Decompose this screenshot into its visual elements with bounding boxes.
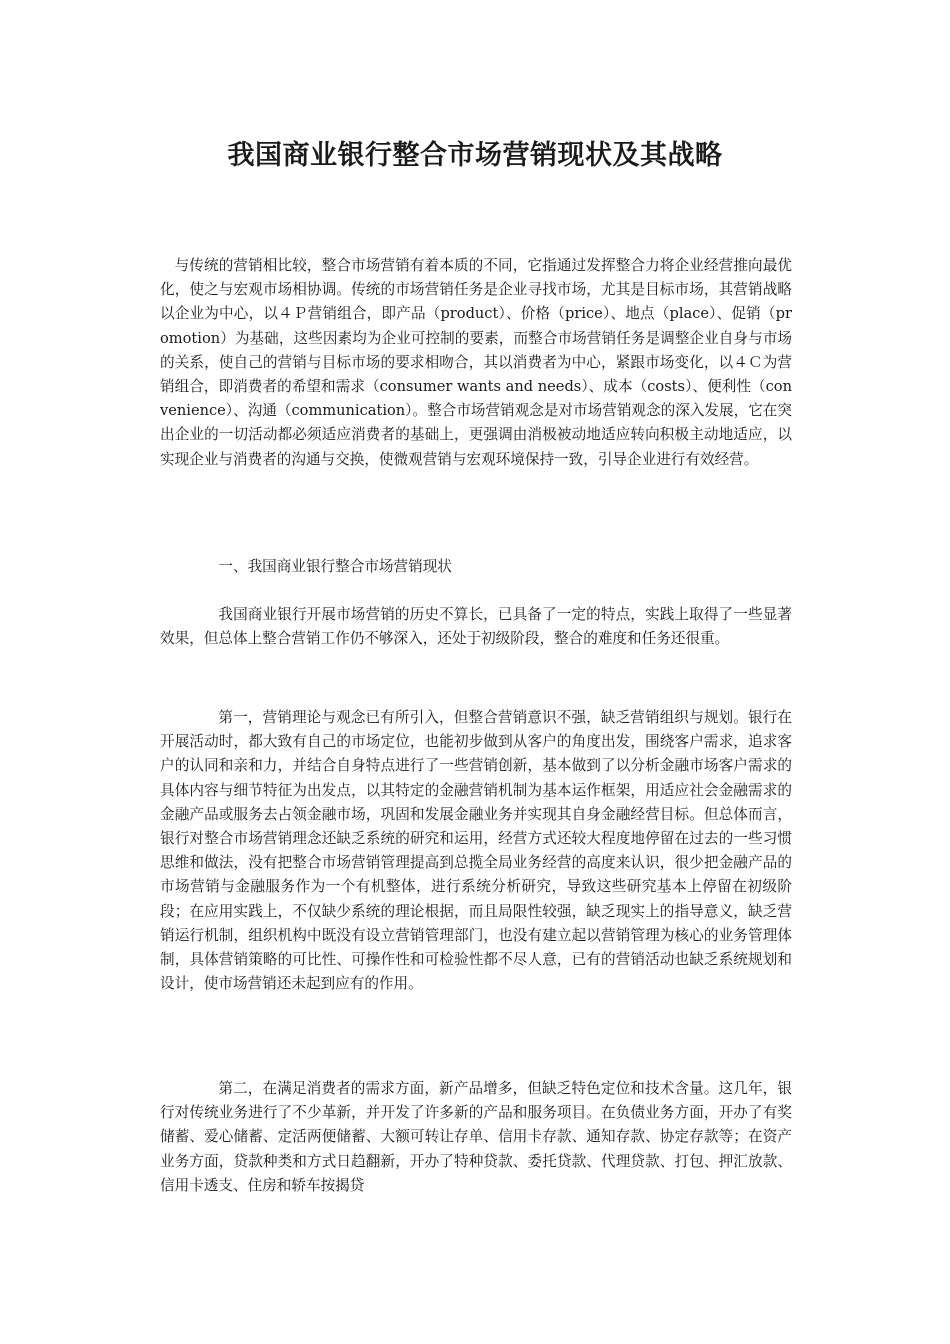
- section-heading: 一、我国商业银行整合市场营销现状: [218, 558, 452, 575]
- body-paragraph: 我国商业银行开展市场营销的历史不算长，已具备了一定的特点，实践上取得了一些显著效果，但总体上整合营销工作仍不够深入，还处于初级阶段，整合的难度和任务还很重。: [160, 606, 792, 648]
- document-title: 我国商业银行整合市场营销现状及其战略: [227, 140, 723, 171]
- intro-paragraph: 与传统的营销相比较，整合市场营销有着本质的不同，它指通过发挥整合力将企业经营推向最优化，使之与宏观市场相协调。传统的市场营销任务是企业寻找市场，尤其是目标市场，其营销战略以企业为中心，以４Ｐ营销组合，即产品（product）、价格（price）、地点（place）、促销（promotion）为基础，这些因素均为企业可控制的要素，而整合市场营销任务是调整企业自身与市场的关系，使自己的营销与目标市场的要求相吻合，其以消费者为中心，紧跟市场变化，以４Ｃ为营销组合，即消费者的希望和需求（consumer wants and needs）、成本（costs）、便利性（convenience）、沟通（communication）。整合市场营销观念是对市场营销观念的深入发展，它在突出企业的一切活动都必须适应消费者的基础上，更强调由消极被动地适应转向积极主动地适应，以实现企业与消费者的沟通与交换，使微观营销与宏观环境保持一致，引导企业进行有效经营。: [160, 257, 792, 468]
- body-paragraph: 第二，在满足消费者的需求方面，新产品增多，但缺乏特色定位和技术含量。这几年，银行对传统业务进行了不少革新，并开发了许多新的产品和服务项目。在负债业务方面，开办了有奖储蓄、爱心储蓄、定活两便储蓄、大额可转让存单、信用卡存款、通知存款、协定存款等；在资产业务方面，贷款种类和方式日趋翻新，开办了特种贷款、委托贷款、代理贷款、打包、押汇放款、信用卡透支、住房和轿车按揭贷: [160, 1080, 792, 1194]
- body-paragraph: 第一，营销理论与观念已有所引入，但整合营销意识不强，缺乏营销组织与规划。银行在开展活动时，都大致有自己的市场定位，也能初步做到从客户的角度出发，围绕客户需求，追求客户的认同和亲和力，并结合自身特点进行了一些营销创新，基本做到了以分析金融市场客户需求的具体内容与细节特征为出发点，以其特定的金融营销机制为基本运作框架，用适应社会金融需求的金融产品或服务去占领金融市场，巩固和发展金融业务并实现其自身金融经营目标。但总体而言，银行对整合市场营销理念还缺乏系统的研究和运用，经营方式还较大程度地停留在过去的一些习惯思维和做法，没有把整合市场营销管理提高到总揽全局业务经营的高度来认识，很少把金融产品的市场营销与金融服务作为一个有机整体，进行系统分析研究，导致这些研究基本上停留在初级阶段；在应用实践上，不仅缺少系统的理论根据，而且局限性较强，缺乏现实上的指导意义，缺乏营销运行机制，组织机构中既没有设立营销管理部门，也没有建立起以营销管理为核心的业务管理体制，具体营销策略的可比性、可操作性和可检验性都不尽人意，已有的营销活动也缺乏系统规划和设计，使市场营销还未起到应有的作用。: [160, 709, 792, 993]
